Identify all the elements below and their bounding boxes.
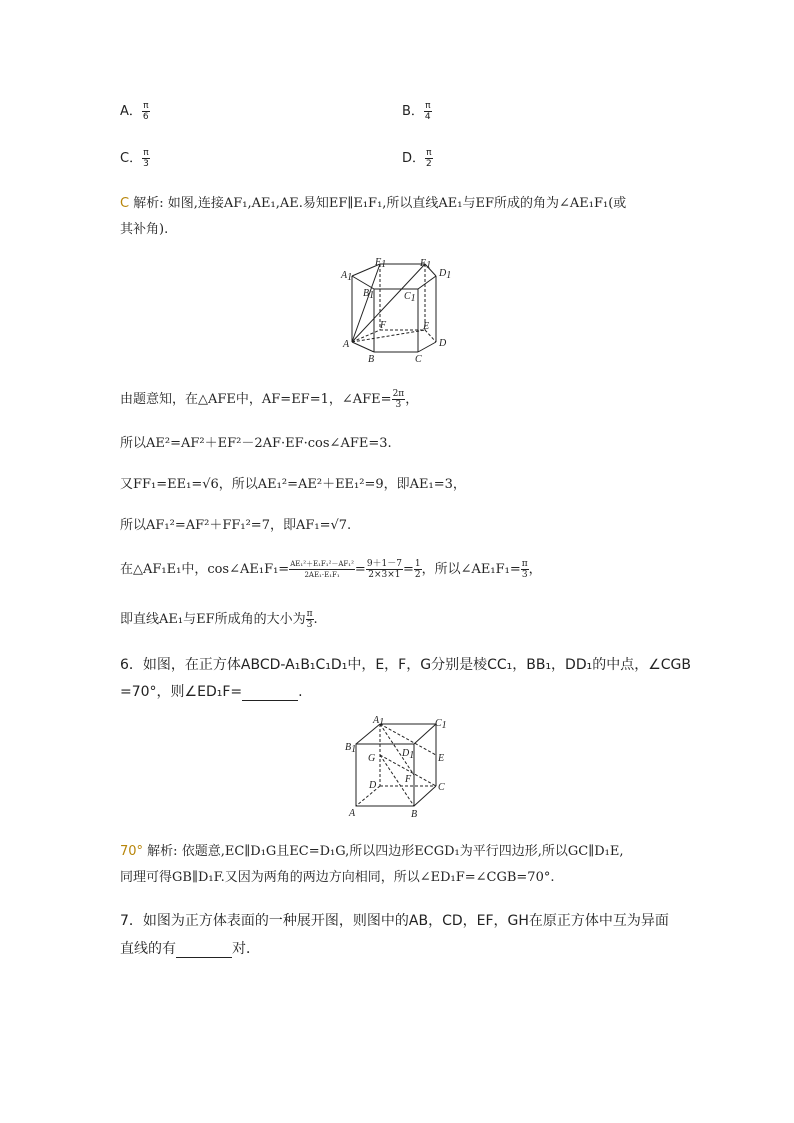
question7-text: 直线的有 [120, 941, 176, 957]
label-c1: C1 [435, 718, 447, 731]
cube-edge [414, 786, 436, 806]
question6-text: =70°，则∠ED₁F= [120, 684, 243, 700]
label-a: A [349, 808, 356, 819]
option-c-numerator: π [143, 148, 149, 158]
step1-denominator: 3 [395, 400, 402, 410]
step6-denominator: 3 [306, 620, 313, 630]
step5-equals: = [354, 562, 366, 577]
option-b-label: B． [402, 104, 424, 119]
label-f: F [405, 774, 412, 785]
question7-line2 [120, 938, 260, 958]
solution6-text1: 解析: 依题意,EC∥D₁G且EC=D₁G,所以四边形ECGD₁为平行四边形,所以GC∥D₁E, [143, 844, 624, 859]
answer-blank [242, 688, 298, 701]
label-e1: E1 [420, 258, 432, 271]
segment-ae [352, 330, 425, 342]
label-c: C [438, 782, 445, 793]
option-c-denominator: 3 [143, 159, 149, 169]
step5-frac4-numerator: π [521, 559, 528, 569]
hidden-edge [356, 786, 380, 806]
question6-line1: 6．如图，在正方体ABCD-A₁B₁C₁D₁中，E，F，G分别是棱CC₁，BB₁，DD₁的中点，∠CGB [120, 657, 692, 673]
option-a-label: A． [120, 104, 142, 119]
label-a: A [343, 339, 350, 350]
solution5-step4: 所以AF₁²=AF²＋FF₁²=7，即AF₁=√7. [120, 518, 352, 533]
solution5-step3: 又FF₁=EE₁=√6，所以AE₁²=AE²＋EE₁²=9，即AE₁=3， [120, 477, 466, 492]
answer-blank [176, 945, 232, 958]
step6-numerator: π [306, 609, 313, 619]
hidden-edge [352, 330, 380, 342]
label-a1: B1 [345, 742, 357, 755]
label-b1: B1 [363, 288, 375, 301]
step1-text: 由题意知，在△AFE中，AF=EF=1，∠AFE= [120, 392, 392, 407]
step5-frac2-denominator: 2×3×1 [368, 570, 401, 580]
step6-text: 即直线AE₁与EF所成角的大小为 [120, 612, 306, 627]
step5-mid: ，所以∠AE₁F₁= [421, 562, 521, 577]
segment-af1 [352, 264, 380, 342]
step5-frac1-numerator: AE₁²＋E₁F₁²－AF₁² [290, 560, 354, 568]
label-c: C [415, 354, 422, 364]
solution5-step2: 所以AE²=AF²＋EF²－2AF·EF·cos∠AFE=3. [120, 436, 392, 451]
solution5-line1 [120, 192, 626, 211]
option-d-label: D． [402, 151, 426, 166]
solution5-line2: 其补角). [120, 222, 169, 237]
option-d-denominator: 2 [426, 159, 432, 169]
question6-line2 [120, 681, 303, 701]
cube-edge [356, 724, 380, 744]
option-c [120, 147, 150, 169]
label-a1: A1 [341, 270, 353, 283]
step5-frac1-denominator: 2AE₁·E₁F₁ [304, 571, 340, 579]
step5-frac3-numerator: 1 [414, 559, 421, 569]
step1-numerator: 2π [392, 389, 405, 399]
hexagonal-prism-figure [330, 252, 464, 364]
solution5-answer: C [120, 196, 130, 211]
label-f: F [380, 320, 387, 331]
solution6-line2: 同理可得GB∥D₁F.又因为两角的两边方向相同，所以∠ED₁F=∠CGB=70°. [120, 870, 555, 885]
step5-text: 在△AF₁E₁中，cos∠AE₁F₁= [120, 562, 290, 577]
step5-frac2-numerator: 9＋1－7 [366, 559, 402, 569]
option-b-numerator: π [425, 101, 431, 111]
solution5-step5 [120, 558, 542, 580]
label-d: D [439, 338, 447, 349]
step5-frac3-denominator: 2 [414, 570, 421, 580]
option-d [402, 147, 433, 169]
prism-edge [418, 276, 436, 289]
solution5-step6 [120, 608, 318, 630]
prism-edge [352, 342, 374, 352]
step5-equals2: = [403, 562, 414, 577]
solution5-text1: 解析: 如图,连接AF₁,AE₁,AE.易知EF∥E₁F₁,所以直线AE₁与EF所成的角为∠AE₁F₁(或 [129, 196, 627, 211]
option-a [120, 100, 150, 122]
label-d: D [369, 780, 377, 791]
option-c-label: C． [120, 151, 143, 166]
question6-post: . [298, 684, 303, 700]
solution6-line1 [120, 840, 623, 859]
label-f1: F1 [375, 257, 387, 270]
option-a-denominator: 6 [142, 112, 149, 122]
label-e: E [423, 321, 430, 332]
step6-post: . [313, 612, 318, 627]
solution5-step1 [120, 388, 418, 410]
solution6-answer: 70° [120, 844, 144, 859]
label-b: B [411, 809, 418, 820]
option-b-denominator: 4 [424, 112, 431, 122]
label-g: G [368, 753, 376, 764]
question7-post: 对． [232, 941, 260, 957]
step5-post: ， [528, 562, 542, 577]
label-c1: C1 [404, 291, 416, 304]
option-a-numerator: π [143, 101, 149, 111]
step1-post: ， [405, 392, 419, 407]
step5-frac4-denominator: 3 [521, 570, 528, 580]
label-e: E [438, 753, 445, 764]
cube-edge [414, 724, 436, 744]
label-b: B [368, 354, 375, 364]
question7-line1: 7．如图为正方体表面的一种展开图，则图中的AB，CD，EF，GH在原正方体中互为异面 [120, 913, 669, 929]
prism-edge [418, 342, 436, 352]
label-d1: D1 [439, 268, 452, 281]
option-d-numerator: π [426, 148, 432, 158]
label-d1: A1 [373, 715, 385, 728]
cube-figure [342, 714, 454, 820]
label-b1: D1 [402, 748, 415, 761]
option-b [402, 100, 432, 122]
